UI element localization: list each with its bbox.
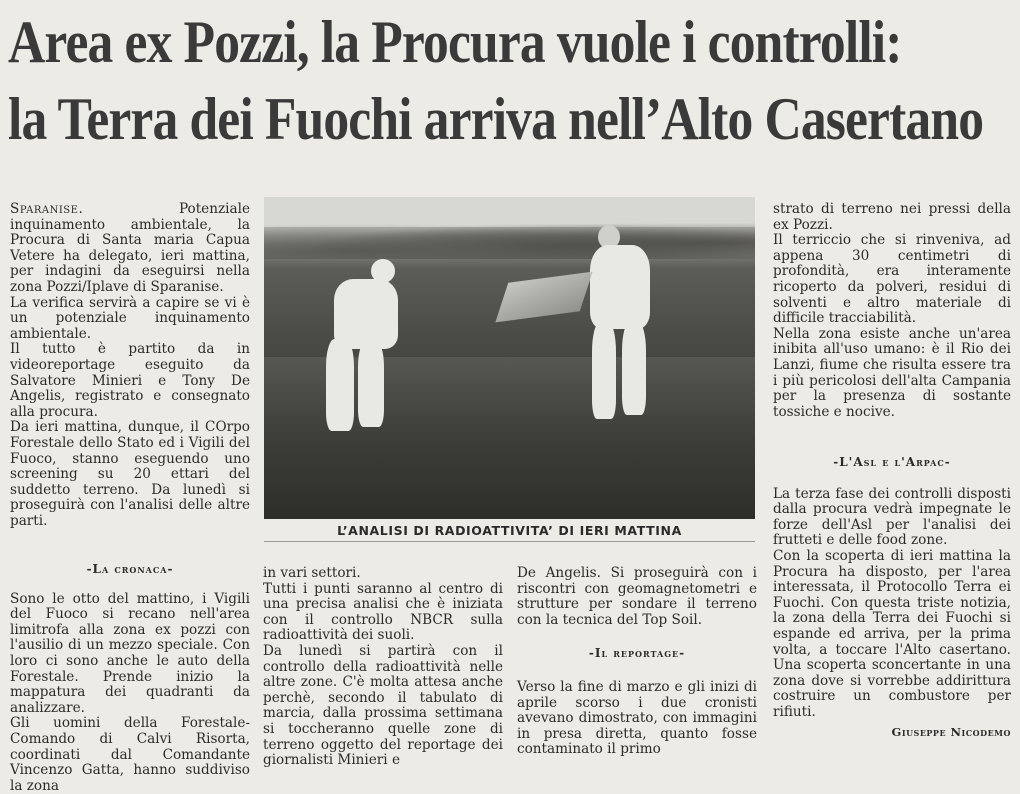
column-4-top bbox=[773, 202, 1011, 420]
paragraph: Da lunedì si partirà con il controllo della radioattività nelle altre zone. C'è molta attesa anche perchè, secondo il tabulato di marcia, dalla prossima settimana si toccheranno quelle zone di terreno oggetto del reportage dei giornalisti Minieri e bbox=[263, 642, 503, 769]
paragraph: strato di terreno nei pressi della ex Pozzi. bbox=[773, 201, 1011, 233]
worker-figure-left bbox=[316, 259, 406, 439]
section-heading-reportage: -Il reportage- bbox=[588, 646, 686, 661]
paragraph: Nella zona esiste anche un'area inibita all'uso umano: è il Rio dei Lanzi, fiume che risulta essere tra i più pericolosi dell'alta Campania per la presenza di sostante tossiche e nocive. bbox=[773, 325, 1011, 420]
photo-trees bbox=[264, 219, 755, 259]
paragraph: Verso la fine di marzo e gli inizi di aprile scorso i due cronisti avevano dimostrato, con immagini in presa diretta, quanto fosse contaminato il primo bbox=[517, 678, 757, 758]
equipment-panel bbox=[495, 272, 592, 323]
headline bbox=[8, 4, 984, 158]
paragraph-text: Potenziale inquinamento ambientale, la Procura di Santa maria Capua Vetere ha delegato, ieri mattina, per indagini da eseguirsi nella zona Pozzi/Iplave di Sparanise. bbox=[10, 201, 250, 295]
paragraph bbox=[10, 202, 250, 296]
paragraph: Da ieri mattina, dunque, il COrpo Forestale dello Stato ed i Vigili del Fuoco, stanno eseguendo uno screening su 20 ettari del suddetto terreno. Da lunedì si proseguirà con l'analisi delle altre parti. bbox=[10, 419, 250, 529]
paragraph: Gli uomini della Forestale- Comando di Calvi Risorta, coordinati dal Comandante Vincenzo Gatta, hanno suddiviso la zona bbox=[10, 715, 250, 794]
column-3-bottom bbox=[517, 566, 757, 758]
column-2-bottom bbox=[263, 566, 503, 769]
author-signature: Giuseppe Nicodemo bbox=[891, 724, 1011, 739]
column-4-bottom bbox=[773, 455, 1011, 740]
news-photo bbox=[264, 197, 755, 519]
paragraph: in vari settori. bbox=[263, 565, 361, 581]
column-1-top bbox=[10, 202, 250, 529]
worker-figure-right bbox=[584, 225, 664, 425]
paragraph: La terza fase dei controlli disposti dalla procura vedrà impegnate le forze dell'Asl per l'analisi dei frutteti e delle food zone. bbox=[773, 485, 1011, 549]
paragraph: La verifica servirà a capire se vi è un potenziale inquinamento ambientale. bbox=[10, 294, 250, 342]
paragraph: Tutti i punti saranno al centro di una precisa analisi che è iniziata con il controllo NBCR sulla radioattività dei suoli. bbox=[263, 580, 503, 644]
paragraph: Il tutto è partito da in videoreportage eseguito da Salvatore Minieri e Tony De Angelis, registrato e consegnato alla procura. bbox=[10, 341, 250, 420]
paragraph: Con la scoperta di ieri mattina la Procura ha disposto, per l'area interessata, il Protocollo Terra ei Fuochi. Con questa triste notizia, la zona della Terra dei Fuochi si espande ed arriva, per la prima volta, a toccare l'Alto casertano. Una scoperta sconcertante in una zona dove si vorrebbe addirittura costruire un combustore per rifiuti. bbox=[773, 547, 1011, 720]
column-1-bottom bbox=[10, 550, 250, 794]
headline-line-1: Area ex Pozzi, la Procura vuole i controlli: bbox=[8, 9, 902, 75]
paragraph: Il terriccio che si rinveniva, ad appena 30 centimetri di profondità, era interamente ricoperto da polveri, residui di solventi e altro materiale di difficile tracciabilità. bbox=[773, 232, 1011, 327]
dateline: Sparanise. bbox=[10, 201, 84, 217]
paragraph: Sono le otto del mattino, i Vigili del Fuoco si recano nell'area limitrofa alla zona ex pozzi con l'ausilio di un mezzo speciale. Con loro ci sono anche le auto della Forestale. Prende inizio la mappatura dei quadranti da analizzare. bbox=[10, 590, 250, 716]
section-heading-cronaca: -La cronaca- bbox=[86, 562, 174, 576]
paragraph: De Angelis. Si proseguirà con i riscontri con geomagnetometri e strutture per sondare il terreno con la tecnica del Top Soil. bbox=[517, 565, 757, 628]
photo-caption: L’ANALISI DI RADIOATTIVITA’ DI IERI MATTINA bbox=[264, 521, 755, 542]
headline-line-2: la Terra dei Fuochi arriva nell’Alto Casertano bbox=[8, 86, 984, 152]
section-heading-asl: -L'Asl e l'Arpac- bbox=[833, 455, 951, 469]
